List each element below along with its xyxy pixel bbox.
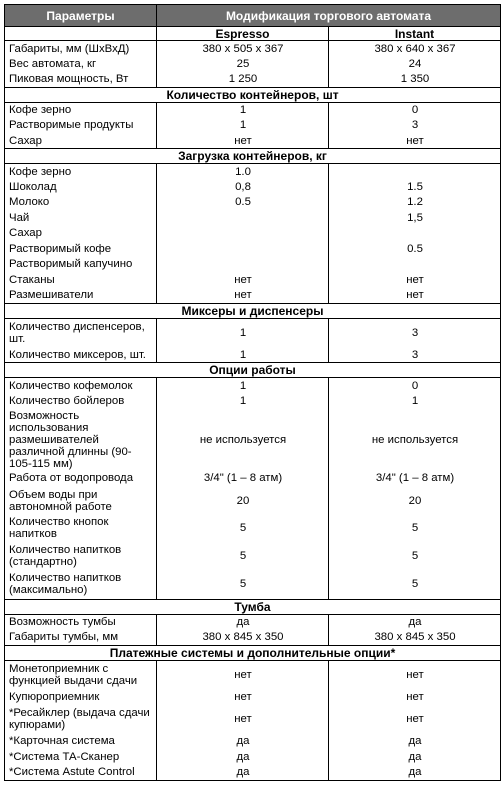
espresso-value: 1: [157, 347, 329, 363]
espresso-value: 0,8: [157, 179, 329, 195]
row-label: Количество кофемолок: [5, 378, 157, 394]
instant-value: 1.2: [329, 195, 501, 211]
instant-value: нет: [329, 660, 501, 689]
model-header-row: [5, 27, 501, 41]
instant-value: 1,5: [329, 210, 501, 226]
table-row: [5, 257, 501, 273]
row-label: Монетоприемник с функцией выдачи сдачи: [5, 660, 157, 689]
row-label: Растворимые продукты: [5, 118, 157, 134]
espresso-value: 0.5: [157, 195, 329, 211]
espresso-value: 1 250: [157, 72, 329, 88]
instant-value: 1.5: [329, 179, 501, 195]
table-row: [5, 210, 501, 226]
table-header-row: [5, 5, 501, 27]
row-label: Объем воды при автономной работе: [5, 486, 157, 515]
instant-value: [329, 226, 501, 242]
row-label: Возможность тумбы: [5, 614, 157, 630]
section-title-row: [5, 645, 501, 660]
row-label: Сахар: [5, 226, 157, 242]
table-row: [5, 318, 501, 347]
row-label: *Система Astute Control: [5, 765, 157, 781]
table-row: [5, 660, 501, 689]
instant-value: нет: [329, 689, 501, 705]
row-label: Стаканы: [5, 272, 157, 288]
instant-value: не используется: [329, 409, 501, 471]
instant-value: нет: [329, 705, 501, 734]
table-row: [5, 102, 501, 118]
espresso-value: нет: [157, 705, 329, 734]
espresso-value: да: [157, 749, 329, 765]
espresso-value: [157, 241, 329, 257]
espresso-value: [157, 226, 329, 242]
section-title: Загрузка контейнеров, кг: [5, 149, 501, 164]
instant-value: 380 x 845 x 350: [329, 630, 501, 646]
table-row: [5, 56, 501, 72]
row-label: Растворимый капучино: [5, 257, 157, 273]
row-label: Растворимый кофе: [5, 241, 157, 257]
table-row: [5, 241, 501, 257]
row-label: Количество диспенсеров, шт.: [5, 318, 157, 347]
table-row: [5, 630, 501, 646]
espresso-value: 1: [157, 118, 329, 134]
instant-value: 3: [329, 318, 501, 347]
section-title-row: [5, 303, 501, 318]
instant-value: 20: [329, 486, 501, 515]
instant-value: 1: [329, 393, 501, 409]
row-label: Шоколад: [5, 179, 157, 195]
table-row: [5, 288, 501, 304]
row-label: Габариты, мм (ШхВхД): [5, 41, 157, 57]
row-label: Количество кнопок напитков: [5, 515, 157, 541]
section-title: Миксеры и диспенсеры: [5, 303, 501, 318]
row-label: Вес автомата, кг: [5, 56, 157, 72]
section-title-row: [5, 363, 501, 378]
row-label: *Ресайклер (выдача сдачи купюрами): [5, 705, 157, 734]
row-label: Габариты тумбы, мм: [5, 630, 157, 646]
row-label: *Система ТА-Сканер: [5, 749, 157, 765]
instant-column-header: Instant: [329, 27, 501, 41]
espresso-value: 1: [157, 318, 329, 347]
espresso-value: 20: [157, 486, 329, 515]
table-row: [5, 195, 501, 211]
instant-value: 0: [329, 378, 501, 394]
row-label: Купюроприемник: [5, 689, 157, 705]
params-header: Параметры: [5, 5, 157, 27]
row-label: Количество бойлеров: [5, 393, 157, 409]
row-label: Кофе зерно: [5, 164, 157, 180]
section-title-row: [5, 87, 501, 102]
espresso-value: [157, 257, 329, 273]
row-label: *Карточная система: [5, 734, 157, 750]
instant-value: нет: [329, 272, 501, 288]
table-row: [5, 541, 501, 570]
espresso-column-header: Espresso: [157, 27, 329, 41]
espresso-value: 1: [157, 393, 329, 409]
section-title: Платежные системы и дополнительные опции*: [5, 645, 501, 660]
section-title: Количество контейнеров, шт: [5, 87, 501, 102]
espresso-value: 1: [157, 378, 329, 394]
espresso-value: 380 x 845 x 350: [157, 630, 329, 646]
table-row: [5, 515, 501, 541]
espresso-value: 3/4" (1 – 8 атм): [157, 471, 329, 487]
table-row: [5, 41, 501, 57]
espresso-value: да: [157, 765, 329, 781]
espresso-value: 380 x 505 x 367: [157, 41, 329, 57]
espresso-value: 5: [157, 541, 329, 570]
row-label: Чай: [5, 210, 157, 226]
espresso-value: не используется: [157, 409, 329, 471]
section-title: Тумба: [5, 599, 501, 614]
instant-value: нет: [329, 288, 501, 304]
table-row: [5, 409, 501, 471]
instant-value: 5: [329, 515, 501, 541]
instant-value: 3: [329, 118, 501, 134]
espresso-value: нет: [157, 272, 329, 288]
espresso-value: да: [157, 734, 329, 750]
instant-value: [329, 164, 501, 180]
espresso-value: [157, 210, 329, 226]
row-label: Пиковая мощность, Вт: [5, 72, 157, 88]
row-label: Размешиватели: [5, 288, 157, 304]
table-row: [5, 570, 501, 599]
row-label: Работа от водопровода: [5, 471, 157, 487]
table-row: [5, 378, 501, 394]
row-label: Сахар: [5, 133, 157, 149]
instant-value: да: [329, 765, 501, 781]
instant-value: 3: [329, 347, 501, 363]
instant-value: нет: [329, 133, 501, 149]
instant-value: 0.5: [329, 241, 501, 257]
table-row: [5, 347, 501, 363]
spec-table: [4, 4, 501, 781]
table-row: [5, 614, 501, 630]
row-label: Кофе зерно: [5, 102, 157, 118]
instant-value: 5: [329, 541, 501, 570]
espresso-value: да: [157, 614, 329, 630]
table-row: [5, 393, 501, 409]
row-label: Количество миксеров, шт.: [5, 347, 157, 363]
row-label: Количество напитков (стандартно): [5, 541, 157, 570]
espresso-value: 1: [157, 102, 329, 118]
table-row: [5, 133, 501, 149]
table-row: [5, 689, 501, 705]
section-title-row: [5, 599, 501, 614]
instant-value: да: [329, 749, 501, 765]
espresso-value: нет: [157, 288, 329, 304]
espresso-value: нет: [157, 660, 329, 689]
espresso-value: 25: [157, 56, 329, 72]
instant-value: 1 350: [329, 72, 501, 88]
table-row: [5, 272, 501, 288]
espresso-value: 5: [157, 570, 329, 599]
instant-value: 5: [329, 570, 501, 599]
table-row: [5, 486, 501, 515]
section-title: Опции работы: [5, 363, 501, 378]
instant-value: [329, 257, 501, 273]
table-row: [5, 705, 501, 734]
table-row: [5, 471, 501, 487]
table-row: [5, 72, 501, 88]
row-label: Количество напитков (максимально): [5, 570, 157, 599]
row-label: Молоко: [5, 195, 157, 211]
espresso-value: нет: [157, 133, 329, 149]
espresso-value: нет: [157, 689, 329, 705]
section-title-row: [5, 149, 501, 164]
table-row: [5, 164, 501, 180]
table-row: [5, 118, 501, 134]
instant-value: да: [329, 614, 501, 630]
table-row: [5, 179, 501, 195]
instant-value: 24: [329, 56, 501, 72]
espresso-value: 1.0: [157, 164, 329, 180]
instant-value: 0: [329, 102, 501, 118]
table-row: [5, 765, 501, 781]
table-row: [5, 226, 501, 242]
table-row: [5, 749, 501, 765]
row-label: Возможность использования размешивателей различной длинны (90-105-115 мм): [5, 409, 157, 471]
table-row: [5, 734, 501, 750]
instant-value: 380 x 640 x 367: [329, 41, 501, 57]
instant-value: 3/4" (1 – 8 атм): [329, 471, 501, 487]
modification-header: Модификация торгового автомата: [157, 5, 501, 27]
empty-header-cell: [5, 27, 157, 41]
instant-value: да: [329, 734, 501, 750]
espresso-value: 5: [157, 515, 329, 541]
